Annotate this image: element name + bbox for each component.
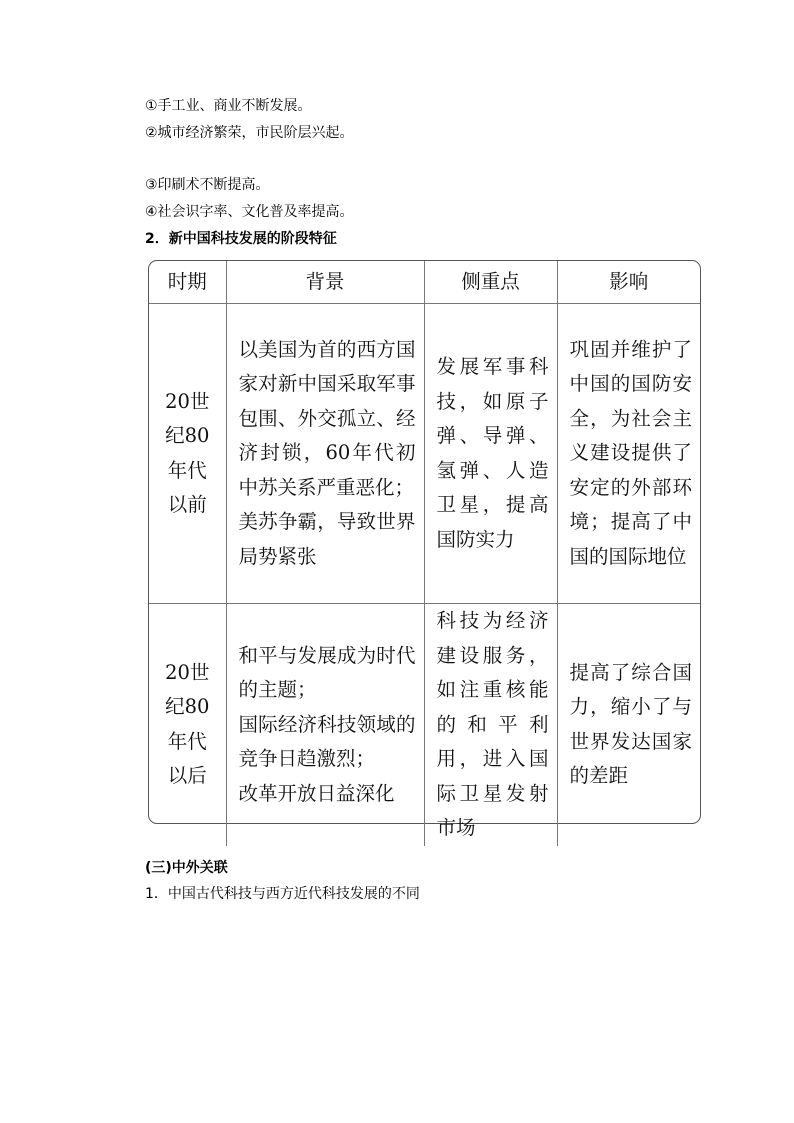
period-text: 20世纪80年代以后 bbox=[165, 660, 210, 788]
impact-cell: 巩固并维护了中国的国防安全，为社会主义建设提供了安定的外部环境；提高了中国的国际地位 bbox=[557, 304, 700, 604]
background-cell bbox=[226, 304, 424, 604]
background-line: 美苏争霸，导致世界局势紧张 bbox=[238, 510, 416, 568]
text-line-1: ①手工业、商业不断发展。 bbox=[145, 98, 312, 114]
section-2-title: 2．新中国科技发展的阶段特征 bbox=[145, 231, 337, 247]
background-line: 改革开放日益深化 bbox=[238, 781, 395, 805]
section-3-title: (三)中外关联 bbox=[145, 860, 228, 876]
background-cell bbox=[226, 604, 424, 846]
text-line-3: ③印刷术不断提高。 bbox=[145, 177, 270, 193]
table-row bbox=[149, 304, 700, 604]
section-3-item: 1．中国古代科技与西方近代科技发展的不同 bbox=[145, 886, 420, 902]
table-header-row bbox=[149, 261, 700, 304]
text-line-2: ②城市经济繁荣，市民阶层兴起。 bbox=[145, 125, 354, 141]
period-cell bbox=[149, 604, 226, 846]
header-period: 时期 bbox=[149, 261, 226, 304]
background-line: 国际经济科技领域的竞争日趋激烈； bbox=[238, 712, 416, 770]
header-background: 背景 bbox=[226, 261, 424, 304]
period-text: 20世纪80年代以前 bbox=[165, 389, 210, 516]
tech-stage-table bbox=[148, 260, 701, 839]
text-line-4: ④社会识字率、文化普及率提高。 bbox=[145, 204, 354, 220]
focus-cell: 发展军事科技，如原子弹、导弹、氢弹、人造卫星，提高国防实力 bbox=[424, 304, 557, 604]
focus-cell: 科技为经济建设服务，如注重核能的和平利用，进入国际卫星发射市场 bbox=[424, 604, 557, 846]
background-line: 以美国为首的西方国家对新中国采取军事包围、外交孤立、经济封锁，60年代初中苏关系严重恶化； bbox=[238, 337, 416, 499]
header-impact: 影响 bbox=[557, 261, 700, 304]
background-line: 和平与发展成为时代的主题； bbox=[238, 643, 416, 701]
table-row bbox=[149, 604, 700, 846]
header-focus: 侧重点 bbox=[424, 261, 557, 304]
impact-cell: 提高了综合国力，缩小了与世界发达国家的差距 bbox=[557, 604, 700, 846]
period-cell bbox=[149, 304, 226, 604]
